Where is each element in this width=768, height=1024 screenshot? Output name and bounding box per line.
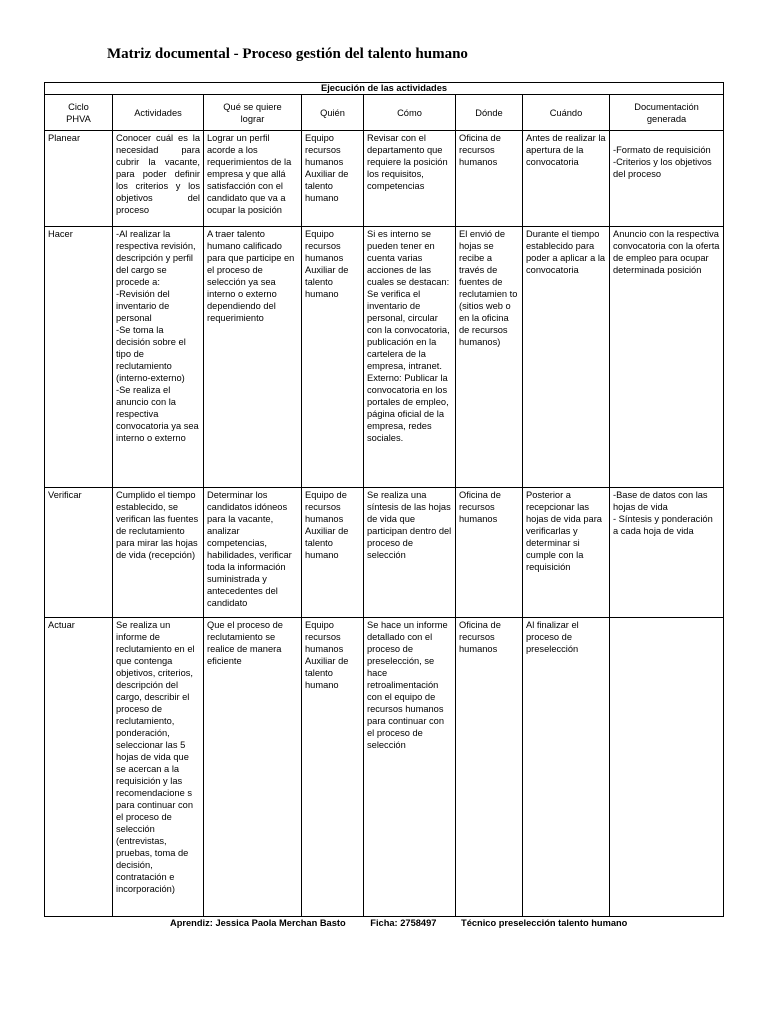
como-cell: Se realiza una síntesis de las hojas de vida que participan dentro del proceso de selección	[364, 488, 456, 618]
document-footer	[170, 918, 649, 928]
col-header-que: Qué se quiere lograr	[204, 95, 302, 131]
actividades-cell: Se realiza un informe de reclutamiento en el que contenga objetivos, criterios, descripción del cargo, describir el proceso de reclutamiento, ponderación, seleccionar las 5 hojas de vida que se acercan a la requisición y las recomendacione s para continuar con el proceso de selección (entrevistas, pruebas, toma de decisión, contratación e incorporación)	[113, 618, 204, 917]
actividades-cell: Cumplido el tiempo establecido, se verifican las fuentes de reclutamiento para mirar las hojas de vida (recepción)	[113, 488, 204, 618]
col-header-quien: Quién	[302, 95, 364, 131]
document-title: Matriz documental - Proceso gestión del talento humano	[107, 46, 468, 62]
col-header-actividades: Actividades	[113, 95, 204, 131]
cuando-cell: Posterior a recepcionar las hojas de vida para verificarlas y determinar si cumple con la requisición	[523, 488, 610, 618]
que-cell: Lograr un perfil acorde a los requerimientos de la empresa y que allá satisfacción con el candidato que va a ocupar la posición	[204, 131, 302, 227]
table-row	[45, 131, 724, 227]
que-cell: Determinar los candidatos idóneos para la vacante, analizar competencias, habilidades, verificar toda la información suministrada y antecedentes del candidato	[204, 488, 302, 618]
col-header-donde: Dónde	[456, 95, 523, 131]
documentacion-cell: Anuncio con la respectiva convocatoria con la oferta de empleo para ocupar determinada posición	[610, 227, 724, 488]
phase-cell: Verificar	[45, 488, 113, 618]
como-cell: Revisar con el departamento que requiere la posición los requisitos, competencias	[364, 131, 456, 227]
col-header-como: Cómo	[364, 95, 456, 131]
que-cell: A traer talento humano calificado para que participe en el proceso de selección ya sea interno o externo dependiendo del requerimiento	[204, 227, 302, 488]
table-row	[45, 488, 724, 618]
quien-cell: Equipo de recursos humanos Auxiliar de talento humano	[302, 488, 364, 618]
phase-cell: Hacer	[45, 227, 113, 488]
document-matrix-table	[44, 82, 724, 917]
donde-cell: Oficina de recursos humanos	[456, 131, 523, 227]
donde-cell: El envió de hojas se recibe a través de fuentes de reclutamien to (sitios web o en la oficina de recursos humanos)	[456, 227, 523, 488]
donde-cell: Oficina de recursos humanos	[456, 488, 523, 618]
footer-aprendiz: Aprendiz: Jessica Paola Merchan Basto	[170, 918, 346, 928]
quien-cell: Equipo recursos humanos Auxiliar de talento humano	[302, 227, 364, 488]
actividades-cell: Conocer cuál es la necesidad para cubrir la vacante, para poder definir los criterios y los objetivos del proceso	[113, 131, 204, 227]
table-row	[45, 227, 724, 488]
table-row	[45, 618, 724, 917]
footer-programa: Técnico preselección talento humano	[461, 918, 628, 928]
cuando-cell: Antes de realizar la apertura de la convocatoria	[523, 131, 610, 227]
col-header-ciclo: Ciclo PHVA	[45, 95, 113, 131]
quien-cell: Equipo recursos humanos Auxiliar de talento humano	[302, 618, 364, 917]
quien-cell: Equipo recursos humanos Auxiliar de talento humano	[302, 131, 364, 227]
col-header-cuando: Cuándo	[523, 95, 610, 131]
cuando-cell: Durante el tiempo establecido para poder a aplicar a la convocatoria	[523, 227, 610, 488]
phase-cell: Actuar	[45, 618, 113, 917]
como-cell: Si es interno se pueden tener en cuenta varias acciones de las cuales se destacan: Se verifica el inventario de personal, circular con la convocatoria, publicación en la cartelera de la empresa, intranet. Externo: Publicar la convocatoria en los portales de empleo, página oficial de la empresa, redes sociales.	[364, 227, 456, 488]
cuando-cell: Al finalizar el proceso de preselección	[523, 618, 610, 917]
que-cell: Que el proceso de reclutamiento se realice de manera eficiente	[204, 618, 302, 917]
documentacion-cell	[610, 618, 724, 917]
como-cell: Se hace un informe detallado con el proceso de preselección, se hace retroalimentación con el equipo de recursos humanos para continuar con el proceso de selección	[364, 618, 456, 917]
span-header: Ejecución de las actividades	[45, 83, 724, 95]
documentacion-cell: -Base de datos con las hojas de vida - Síntesis y ponderación a cada hoja de vida	[610, 488, 724, 618]
footer-ficha: Ficha: 2758497	[370, 918, 437, 928]
column-header-row	[45, 95, 724, 131]
col-header-documentacion: Documentación generada	[610, 95, 724, 131]
donde-cell: Oficina de recursos humanos	[456, 618, 523, 917]
phase-cell: Planear	[45, 131, 113, 227]
actividades-cell: -Al realizar la respectiva revisión, descripción y perfil del cargo se procede a: -Revisión del inventario de personal -Se toma la decisión sobre el tipo de reclutamiento (interno-externo) -Se realiza el anuncio con la respectiva convocatoria ya sea interno o externo	[113, 227, 204, 488]
documentacion-cell: -Formato de requisición -Criterios y los objetivos del proceso	[610, 131, 724, 227]
